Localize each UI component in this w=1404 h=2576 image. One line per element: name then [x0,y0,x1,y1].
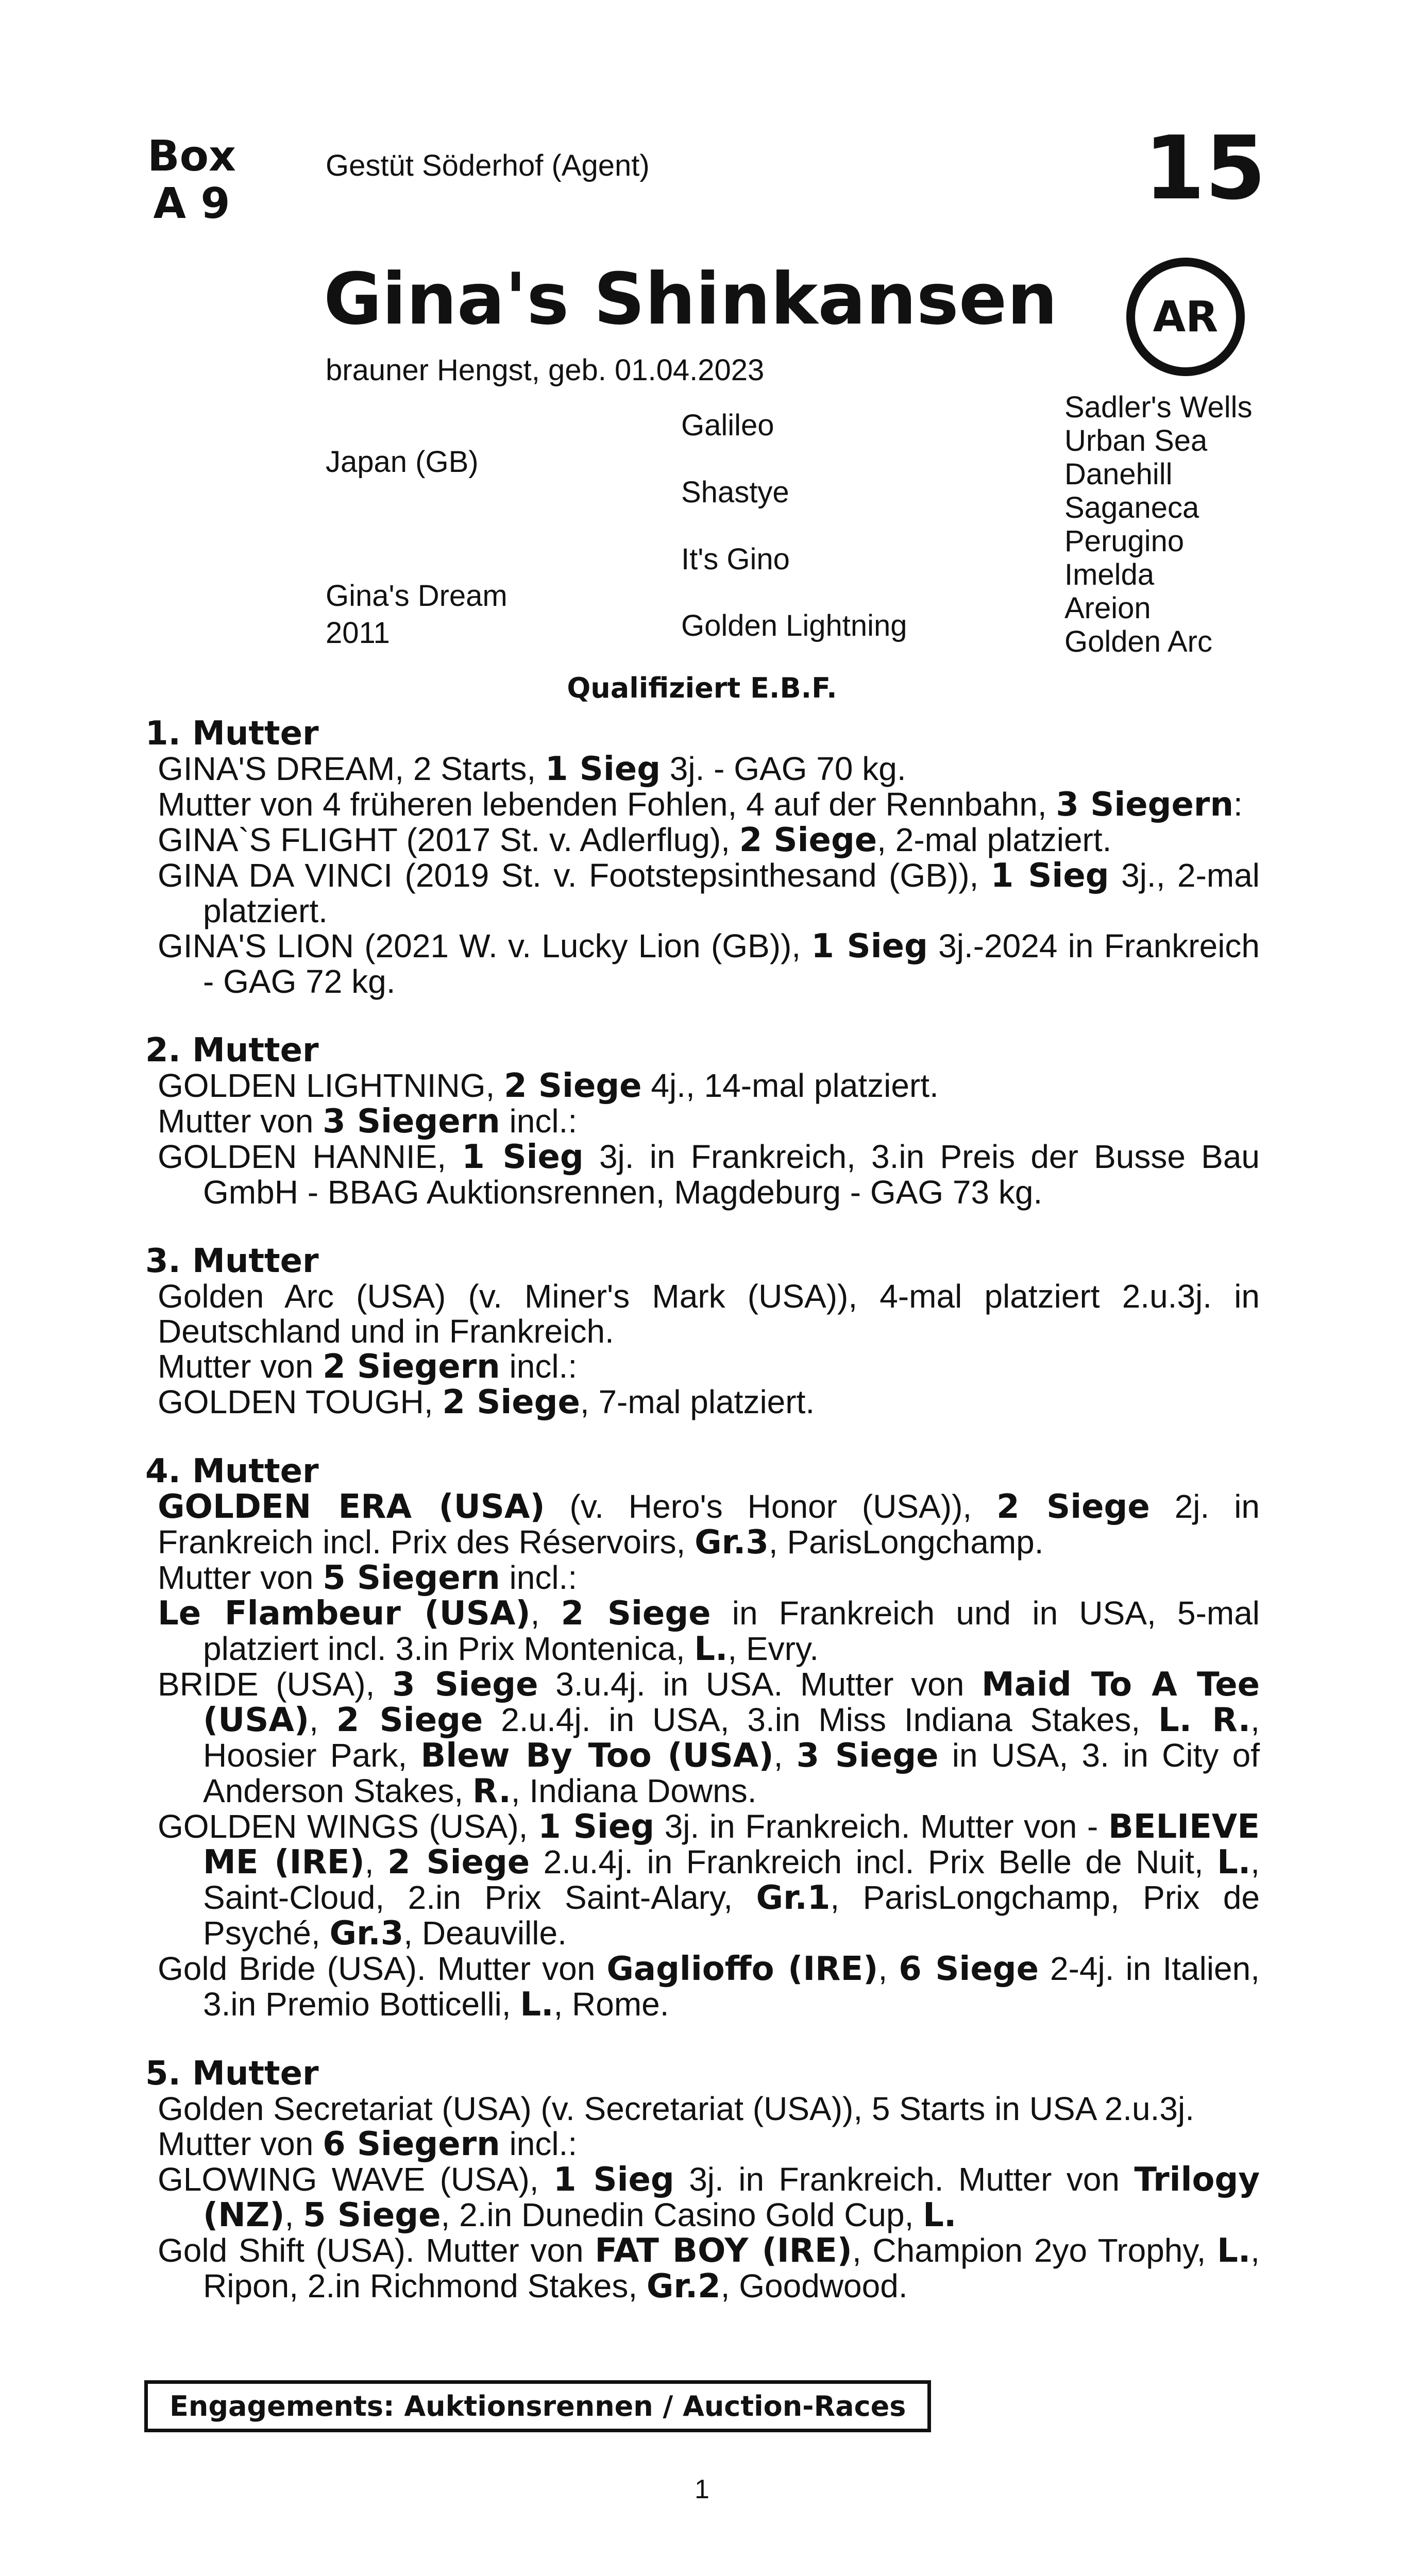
text: , Goodwood. [720,2267,908,2304]
engagements-box: Engagements: Auktionsrennen / Auction-Races [144,2380,931,2432]
bold-text: Le Flambeur (USA) [158,1595,531,1633]
pedigree-great-grandparent: Sadler's Wells [1064,391,1253,424]
dam-entry [145,751,1260,787]
pedigree-dam-year: 2011 [326,616,390,650]
text: 3j.-2024 in Frankreich - GAG 72 kg. [203,927,1260,1000]
text: , [530,1595,561,1632]
text: , ParisLongchamp. [768,1523,1044,1561]
text: , [284,2196,303,2233]
bold-text: 1 Sieg [553,2161,674,2199]
bold-text: 2 Siege [387,1843,530,1882]
text: GINA DA VINCI (2019 St. v. Footstepsinthesand (GB)), [158,857,991,894]
dam-heading: 2. Mutter [145,1031,319,1070]
text: Mutter von 4 früheren lebenden Fohlen, 4 auf der Rennbahn, [158,786,1056,823]
bold-text: 1 Sieg [545,750,661,788]
text: 3j. in Frankreich, 3.in Preis der Busse Bau GmbH - BBAG Auktionsrennen, Magdeburg - GAG 73 kg. [203,1138,1260,1211]
bold-text: 6 Siegern [323,2125,500,2163]
text: GOLDEN WINGS (USA), [158,1808,538,1845]
text: , Evry. [728,1630,819,1667]
text: , [309,1701,336,1738]
text: GLOWING WAVE (USA), [158,2161,554,2198]
text: , Saint-Cloud, 2.in Prix Saint-Alary, [203,1843,1260,1916]
dam-section [145,2056,1260,2304]
dam-entry [145,2091,1260,2126]
dam-entry [145,2126,1260,2162]
text: Mutter von [158,1103,323,1140]
text: , 2-mal platziert. [877,821,1112,858]
dam-heading: 5. Mutter [145,2055,319,2093]
bold-text: R. [472,1772,511,1810]
pedigree-great-grandparent: Areion [1064,591,1151,625]
offspring-entry [145,1384,1260,1420]
bold-text: 1 Sieg [990,857,1109,895]
dam-entry [145,1068,1260,1104]
page-number: 1 [695,2475,709,2504]
text: : [1233,786,1243,823]
text: 2.u.4j. in USA, 3.in Miss Indiana Stakes, [483,1701,1158,1738]
text: 2-4j. in Italien, 3.in Premio Botticelli, [203,1950,1260,2023]
box-label: Box [147,132,236,181]
bold-text: 3 Siege [392,1666,538,1704]
ar-badge-label: AR [1153,292,1219,342]
text: , Rome. [553,1986,669,2023]
pedigree-grandparent: Galileo [681,409,774,442]
bold-text: Gr.2 [646,2267,721,2306]
text: in Frankreich und in USA, 5-mal platziert incl. 3.in Prix Montenica, [203,1595,1260,1667]
offspring-entry [145,928,1260,999]
bold-text: L. [520,1986,554,2024]
text: , [773,1737,797,1774]
text: 3j. - GAG 70 kg. [661,750,906,787]
bold-text: 2 Siege [336,1701,483,1739]
text: 4j., 14-mal platziert. [641,1067,939,1104]
offspring-entry [145,2162,1260,2233]
text: Gold Bride (USA). Mutter von [158,1950,607,1987]
dam-entry [145,1279,1260,1349]
qualification-note: Qualifiziert E.B.F. [567,672,837,704]
text: GINA`S FLIGHT (2017 St. v. Adlerflug), [158,821,739,858]
offspring-entry [145,822,1260,858]
text: , 2.in Dunedin Casino Gold Cup, [441,2196,923,2233]
offspring-entry [145,1809,1260,1951]
bold-text: 2 Siege [504,1067,642,1105]
offspring-entry [145,858,1260,928]
bold-text: Trilogy (NZ) [203,2161,1260,2234]
dam-entry [145,1489,1260,1560]
bold-text: L. [923,2196,957,2234]
bold-text: Maid To A Tee (USA) [203,1666,1260,1739]
text: incl.: [500,1103,578,1140]
offspring-entry [145,1667,1260,1809]
offspring-entry [145,1139,1260,1210]
bold-text: Gr.3 [329,1914,404,1953]
bold-text: 1 Sieg [811,927,928,965]
text: 2.u.4j. in Frankreich incl. Prix Belle de Nuit, [530,1843,1217,1880]
text: , Deauville. [403,1914,567,1952]
bold-text: 5 Siegern [323,1559,500,1597]
bold-text: 2 Siege [442,1383,580,1421]
text: Golden Secretariat (USA) (v. Secretariat (USA)), 5 Starts in USA 2.u.3j. [158,2090,1194,2127]
box-number [145,133,238,228]
text: incl.: [500,1559,578,1596]
text: incl.: [500,1348,578,1385]
text: Mutter von [158,1559,323,1596]
dam-heading: 4. Mutter [145,1452,319,1490]
text: Mutter von [158,1348,323,1385]
bold-text: 6 Siege [899,1950,1039,1988]
dam-section [145,1244,1260,1420]
text: 2j. in Frankreich incl. Prix des Réservoirs, [158,1488,1260,1561]
pedigree-dam: Gina's Dream [326,579,508,613]
text: 3j., 2-mal platziert. [203,857,1260,929]
bold-text: GOLDEN ERA (USA) [158,1488,545,1526]
text: BRIDE (USA), [158,1666,393,1703]
bold-text: 3 Siegern [1056,786,1233,824]
text: , 7-mal platziert. [580,1383,815,1420]
pedigree-great-grandparent: Saganeca [1064,491,1199,524]
bold-text: 3 Siegern [323,1103,500,1141]
text: , Hoosier Park, [203,1701,1260,1774]
text: (v. Hero's Honor (USA)), [545,1488,997,1525]
horse-name: Gina's Shinkansen [324,258,1058,341]
bold-text: Blew By Too (USA) [420,1737,774,1775]
offspring-entry [145,1596,1260,1667]
text: , Champion 2yo Trophy, [852,2232,1217,2269]
text: 3j. in Frankreich. Mutter von [674,2161,1135,2198]
pedigree-great-grandparent: Danehill [1064,457,1173,491]
dam-heading: 3. Mutter [145,1242,319,1280]
pedigree-great-grandparent: Perugino [1064,524,1185,558]
text: incl.: [500,2125,578,2162]
bold-text: 2 Siege [996,1488,1150,1526]
text: GINA'S DREAM, 2 Starts, [158,750,545,787]
text: GOLDEN TOUGH, [158,1383,443,1420]
pedigree-grandparent: Golden Lightning [681,609,907,642]
bold-text: 1 Sieg [462,1138,584,1176]
horse-description: brauner Hengst, geb. 01.04.2023 [326,353,765,387]
dam-entry [145,1349,1260,1384]
text: Golden Arc (USA) (v. Miner's Mark (USA)), 4-mal platziert 2.u.3j. in Deutschland und in Frankreich. [158,1278,1260,1350]
dam-entry [145,787,1260,822]
text: in USA, 3. in City of Anderson Stakes, [203,1737,1260,1809]
text: GOLDEN LIGHTNING, [158,1067,504,1104]
text: Mutter von [158,2125,323,2162]
text: 3j. in Frankreich. Mutter von - [654,1808,1108,1845]
offspring-entry [145,1951,1260,2022]
pedigree-great-grandparent: Golden Arc [1064,625,1212,658]
offspring-entry [145,2233,1260,2304]
pedigree-great-grandparent: Urban Sea [1064,424,1208,457]
dam-section [145,1033,1260,1210]
text: 3.u.4j. in USA. Mutter von [538,1666,982,1703]
bold-text: L. [1217,1843,1251,1882]
bold-text: FAT BOY (IRE) [595,2232,852,2270]
bold-text: 3 Siege [796,1737,939,1775]
bold-text: 2 Siege [561,1595,711,1633]
dam-section [145,716,1260,999]
text: Gold Shift (USA). Mutter von [158,2232,595,2269]
bold-text: 5 Siege [303,2196,441,2234]
bold-text: BELIEVE ME (IRE) [203,1808,1260,1882]
text: , ParisLongchamp, Prix de Psyché, [203,1879,1260,1952]
bold-text: 2 Siege [739,821,877,859]
bold-text: L. R. [1158,1701,1251,1739]
bold-text: L. [1217,2232,1251,2270]
text: , [878,1950,899,1987]
text: , [364,1843,387,1880]
bold-text: L. [694,1630,728,1668]
lot-number: 15 [1144,117,1266,219]
breeder-name: Gestüt Söderhof (Agent) [326,149,650,182]
pedigree-great-grandparent: Imelda [1064,558,1155,591]
pedigree-grandparent: Shastye [681,476,789,509]
dam-heading: 1. Mutter [145,715,319,753]
pedigree-grandparent: It's Gino [681,543,790,576]
dam-entry [145,1560,1260,1596]
text: GOLDEN HANNIE, [158,1138,462,1175]
pedigree-sire: Japan (GB) [326,445,479,479]
text: , Ripon, 2.in Richmond Stakes, [203,2232,1260,2304]
text: , Indiana Downs. [511,1772,757,1809]
dam-section [145,1454,1260,2022]
bold-text: Gr.1 [756,1879,831,1917]
bold-text: Gr.3 [695,1523,769,1562]
bold-text: Gaglioffo (IRE) [606,1950,878,1988]
dam-entry [145,1104,1260,1139]
box-value: A 9 [153,179,230,228]
text: GINA'S LION (2021 W. v. Lucky Lion (GB)), [158,927,811,964]
female-line-section [145,716,1260,2338]
bold-text: 1 Sieg [538,1808,655,1846]
ar-badge [1126,258,1245,376]
bold-text: 2 Siegern [323,1348,500,1386]
